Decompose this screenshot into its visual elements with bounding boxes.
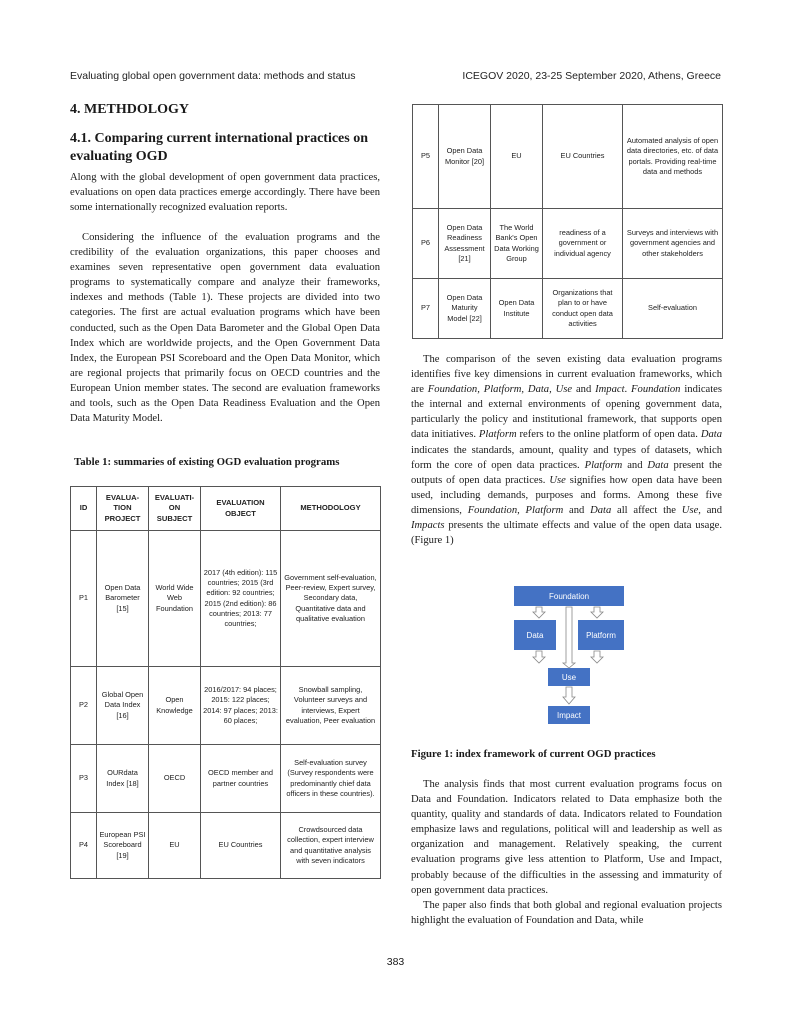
rp1-6: indicates the internal and external environments of opening government data, particularly the policy and institutional framework, that supports open data initiatives. — [411, 384, 722, 441]
arrow-down-icon — [533, 651, 545, 663]
figure-caption: Figure 1: index framework of current OGD practices — [411, 748, 656, 760]
cell-id: P6 — [413, 209, 439, 279]
rp1-19: Data — [590, 504, 612, 516]
foundation-box: Foundation — [514, 586, 624, 606]
summary-table-part2 — [412, 104, 723, 339]
cell-subject: The World Bank's Open Data Working Group — [491, 209, 543, 279]
rp1-18: and — [563, 504, 591, 516]
page-number: 383 — [386, 956, 405, 968]
rp1-15: Use — [549, 474, 566, 486]
cell-subject: OECD — [149, 745, 201, 813]
cell-id: P5 — [413, 105, 439, 209]
th-id: ID — [71, 487, 97, 531]
table-row — [71, 667, 381, 745]
arrow-down-icon — [591, 651, 603, 663]
th-subject: EVALUATI-ON SUBJECT — [149, 487, 201, 531]
left-paragraph-2-text: Considering the influence of the evaluation programs and the credibility of the evaluation organizations, this paper chooses and examines seven representative open government data evaluation programs to systematically compare and analyze their frameworks, indexes and methods (Table 1). These projects are divided into two categories. The first are actual evaluation programs which have been conducted, such as the Open Data Barometer and the Global Open Data Index which are worldwide projects, and the Open Government Data Index, the European PSI Scoreboard and the Open Data Monitor, which are regional projects that primarily focus on OECD countries and the European Union member states. The second are evaluation frameworks and tools, such as the Open Data Readiness Evaluation and the Open Data Maturity Model. — [70, 232, 380, 425]
right-paragraph-2 — [411, 777, 722, 898]
cell-object: Organizations that plan to or have conduct open data activities — [543, 279, 623, 339]
cell-method: Automated analysis of open data directories, etc. of data portals. Providing real-time data and methods — [623, 105, 723, 209]
cell-object: 2016/2017: 94 places; 2015: 122 places; 2014: 97 places; 2013: 60 places; — [201, 667, 281, 745]
cell-id: P3 — [71, 745, 97, 813]
rp1-16: signifies how open data have been used, including demands, purposes and forms. Among these five dimensions, — [411, 474, 722, 516]
cell-method: Government self-evaluation, Peer-review, Expert survey, Secondary data, Quantitative data and qualitative evaluation — [281, 531, 381, 667]
cell-id: P4 — [71, 813, 97, 879]
arrow-down-icon — [533, 607, 545, 618]
cell-method: Self-evaluation — [623, 279, 723, 339]
table-row — [413, 279, 723, 339]
running-header-left: Evaluating global open government data: methods and status — [70, 70, 356, 82]
rp1-14: present the outputs of open data practices. — [411, 459, 722, 486]
cell-object: 2017 (4th edition): 115 countries; 2015 (3rd edition: 92 countries; 2015 (2nd edition): 86 countries; 2013: 77 countries; — [201, 531, 281, 667]
rp1-20: all affect the — [611, 504, 682, 516]
data-box: Data — [514, 620, 556, 650]
table-row — [71, 745, 381, 813]
rp1-13: Data — [647, 459, 669, 471]
impact-box: Impact — [548, 706, 590, 724]
table-row — [71, 813, 381, 879]
rp1-21: Use — [681, 504, 699, 516]
table-row — [71, 531, 381, 667]
section-title: 4. METHDOLOGY — [70, 102, 190, 117]
cell-object: EU Countries — [201, 813, 281, 879]
table-row — [413, 209, 723, 279]
cell-object: readiness of a government or individual agency — [543, 209, 623, 279]
cell-project: Open Data Barometer [15] — [97, 531, 149, 667]
arrow-down-icon — [591, 607, 603, 618]
cell-project: Open Data Monitor [20] — [439, 105, 491, 209]
table-caption: Table 1: summaries of existing OGD evaluation programs — [74, 456, 340, 468]
rp1-12: and — [622, 459, 648, 471]
summary-table-part1 — [70, 486, 381, 879]
rp1-0: The comparison of the seven existing data evaluation programs identifies five key dimensions in current evaluation frameworks, which are — [411, 354, 722, 396]
arrow-down-icon — [563, 687, 575, 704]
rp1-5: Foundation — [631, 384, 681, 396]
right-paragraph-3-text: The paper also finds that both global and regional evaluation projects highlight the evaluation of Foundation and Data, while — [411, 900, 722, 927]
left-paragraph-1: Along with the global development of open government data practices, evaluations on open data practices emerge accordingly. There have been some internationally recognized evaluation reports. — [70, 172, 380, 214]
rp1-8: refers to the online platform of open data. — [516, 429, 701, 441]
use-box: Use — [548, 668, 590, 686]
cell-subject: World Wide Web Foundation — [149, 531, 201, 667]
cell-id: P2 — [71, 667, 97, 745]
cell-method: Crowdsourced data collection, expert interview and quantitative analysis with seven indicators — [281, 813, 381, 879]
cell-project: Global Open Data Index [16] — [97, 667, 149, 745]
right-paragraph-1 — [411, 352, 722, 548]
th-method: METHODOLOGY — [281, 487, 381, 531]
cell-method: Snowball sampling, Volunteer surveys and interviews, Expert evaluation, Peer evaluation — [281, 667, 381, 745]
cell-project: Open Data Maturity Model [22] — [439, 279, 491, 339]
right-paragraph-2-text: The analysis finds that most current evaluation programs focus on Data and Foundation. Indicators related to Data emphasize both the quantity, quality and standards of data. Indicators related to Foundation emphasize laws and regulations, political will and leadership as well as organization and management. Relatively speaking, the current evaluation programs give less attention to Platform, Use and Impact, probably because of the difficulties in the assessing and immaturity of open government data practices. — [411, 779, 722, 896]
subsection-title — [70, 130, 390, 166]
left-paragraph-2 — [70, 230, 380, 426]
cell-object: EU Countries — [543, 105, 623, 209]
rp1-3: Impact — [595, 384, 625, 396]
cell-subject: EU — [491, 105, 543, 209]
rp1-7: Platform — [478, 429, 517, 441]
rp1-24: presents the ultimate effects and value of the open data usage. (Figure 1) — [411, 520, 722, 547]
cell-method: Self-evaluation survey (Survey respondents were predominantly chief data officers in these countries). — [281, 745, 381, 813]
th-project: EVALUA-TION PROJECT — [97, 487, 149, 531]
cell-id: P7 — [413, 279, 439, 339]
subsection-title-text: 4.1. Comparing current international practices on evaluating OGD — [70, 131, 368, 164]
platform-box: Platform — [578, 620, 624, 650]
table-row — [413, 105, 723, 209]
rp1-23: Impacts — [411, 520, 445, 532]
cell-method: Surveys and interviews with government agencies and other stakeholders — [623, 209, 723, 279]
th-object: EVALUATION OBJECT — [201, 487, 281, 531]
right-paragraph-3 — [411, 898, 722, 928]
cell-subject: EU — [149, 813, 201, 879]
rp1-9: Data — [700, 429, 723, 441]
cell-object: OECD member and partner countries — [201, 745, 281, 813]
rp1-2: and — [572, 384, 596, 396]
cell-subject: Open Data Institute — [491, 279, 543, 339]
rp1-1: Foundation, Platform, Data, Use — [427, 384, 573, 396]
rp1-22: , and — [698, 504, 722, 516]
cell-id: P1 — [71, 531, 97, 667]
cell-subject: Open Knowledge — [149, 667, 201, 745]
arrow-down-icon — [563, 607, 575, 668]
table-header-row — [71, 487, 381, 531]
figure-1-diagram — [514, 586, 624, 726]
rp1-17: Foundation, Platform — [467, 504, 564, 516]
cell-project: European PSI Scoreboard [19] — [97, 813, 149, 879]
rp1-4: . — [624, 384, 632, 396]
rp1-10: indicates the standards, amount, quality and types of datasets, which form the core of open data practices. — [411, 444, 722, 471]
running-header-right: ICEGOV 2020, 23-25 September 2020, Athens, Greece — [462, 70, 721, 82]
rp1-11: Platform — [584, 459, 623, 471]
cell-project: OURdata Index [18] — [97, 745, 149, 813]
cell-project: Open Data Readiness Assessment [21] — [439, 209, 491, 279]
figure-arrows — [514, 586, 624, 726]
